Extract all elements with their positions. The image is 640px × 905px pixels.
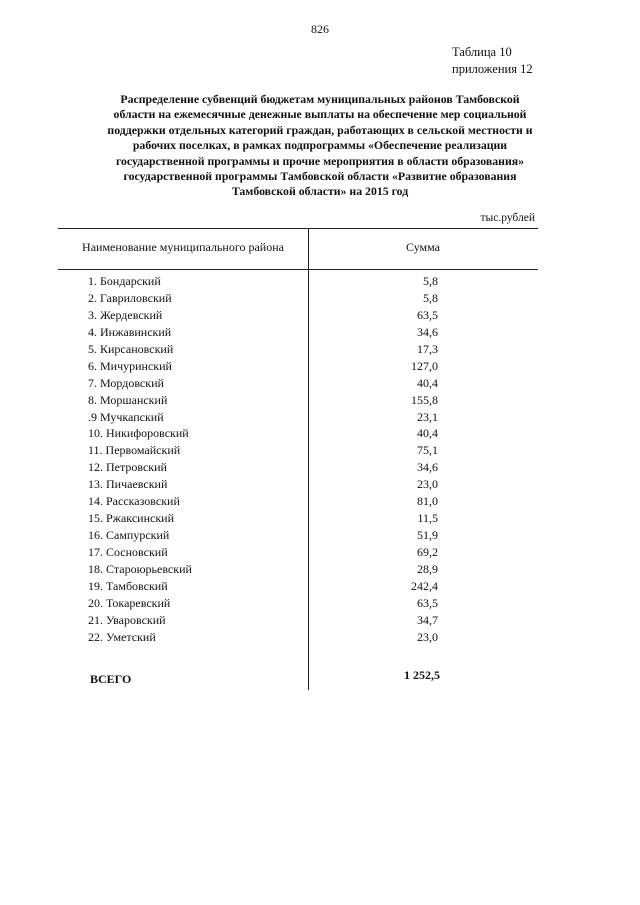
- table-row: [0, 545, 640, 562]
- table-header-rule: [58, 269, 538, 270]
- title-line: государственной программы Тамбовской области «Развитие образования: [123, 169, 517, 184]
- column-header-sum: Сумма: [406, 240, 440, 254]
- district-sum: 11,5: [417, 511, 438, 526]
- table-row: [0, 325, 640, 342]
- units-label: тыс.рублей: [480, 212, 535, 224]
- table-row: [0, 477, 640, 494]
- district-sum: 23,1: [417, 409, 438, 424]
- district-name: 7. Мордовский: [88, 375, 164, 390]
- table-row: [0, 359, 640, 376]
- title-line: области на ежемесячные денежные выплаты на обеспечение мер социальной: [113, 107, 527, 122]
- district-name: 19. Тамбовский: [88, 578, 168, 593]
- table-row: [0, 443, 640, 460]
- district-name: 20. Токаревский: [88, 595, 171, 610]
- document-title: [60, 92, 580, 200]
- district-sum: 155,8: [411, 392, 438, 407]
- district-sum: 51,9: [417, 528, 438, 543]
- district-name: 8. Моршанский: [88, 392, 168, 407]
- district-sum: 127,0: [411, 358, 438, 373]
- table-row: [0, 291, 640, 308]
- table-body: [0, 274, 640, 647]
- table-row: [0, 613, 640, 630]
- district-sum: 23,0: [417, 477, 438, 492]
- table-row: [0, 393, 640, 410]
- total-value: 1 252,5: [404, 668, 440, 682]
- title-line: рабочих поселках, в рамках подпрограммы «Обеспечение реализации: [132, 138, 508, 153]
- district-sum: 40,4: [417, 375, 438, 390]
- district-sum: 34,6: [417, 460, 438, 475]
- district-sum: 63,5: [417, 307, 438, 322]
- table-row: [0, 376, 640, 393]
- table-reference: [452, 44, 562, 78]
- district-name: 4. Инжавинский: [88, 324, 172, 339]
- district-sum: 5,8: [423, 274, 438, 288]
- district-name: 10. Никифоровский: [88, 426, 189, 441]
- total-label: ВСЕГО: [90, 672, 132, 686]
- title-line: поддержки отдельных категорий граждан, работающих в сельской местности и: [107, 122, 533, 137]
- district-sum: 75,1: [417, 443, 438, 458]
- title-line: Распределение субвенций бюджетам муниципальных районов Тамбовской: [120, 92, 520, 106]
- district-name: 21. Уваровский: [88, 612, 166, 627]
- district-sum: 34,6: [417, 324, 438, 339]
- district-sum: 63,5: [417, 595, 438, 610]
- table-ref-line2: приложения 12: [452, 62, 533, 76]
- table-ref-line1: Таблица 10: [452, 45, 512, 59]
- column-header-name: Наименование муниципального района: [82, 240, 284, 254]
- district-sum: 34,7: [417, 612, 438, 627]
- page-number: 826: [311, 22, 329, 36]
- district-name: 5. Кирсановский: [88, 341, 174, 356]
- district-name: 3. Жердевский: [88, 307, 163, 322]
- table-row: [0, 511, 640, 528]
- table-row: [0, 596, 640, 613]
- district-name: 12. Петровский: [88, 460, 167, 475]
- table-row: [0, 630, 640, 647]
- district-sum: 40,4: [417, 426, 438, 441]
- title-line: государственной программы и прочие мероприятия в области образования»: [115, 153, 525, 168]
- district-name: 15. Ржаксинский: [88, 511, 174, 526]
- table-row: [0, 410, 640, 427]
- district-sum: 5,8: [423, 290, 438, 305]
- table-row: [0, 528, 640, 545]
- district-sum: 28,9: [417, 561, 438, 576]
- district-name: 22. Уметский: [88, 629, 156, 644]
- district-name: 11. Первомайский: [88, 443, 181, 458]
- district-sum: 69,2: [417, 545, 438, 559]
- table-row: [0, 274, 640, 291]
- table-row: [0, 342, 640, 359]
- district-name: 13. Пичаевский: [88, 477, 168, 492]
- table-row: [0, 426, 640, 443]
- district-sum: 242,4: [411, 578, 438, 593]
- district-sum: 23,0: [417, 629, 438, 644]
- district-name: 2. Гавриловский: [88, 290, 172, 305]
- district-name: 6. Мичуринский: [88, 358, 172, 373]
- district-name: 14. Рассказовский: [88, 494, 180, 509]
- district-name: .9 Мучкапский: [88, 409, 164, 424]
- district-name: 16. Сампурский: [88, 528, 170, 543]
- table-row: [0, 308, 640, 325]
- table-row: [0, 562, 640, 579]
- district-name: 1. Бондарский: [88, 274, 161, 288]
- table-top-rule: [58, 228, 538, 229]
- district-name: 18. Староюрьевский: [88, 561, 192, 576]
- district-sum: 81,0: [417, 494, 438, 509]
- table-row: [0, 494, 640, 511]
- district-name: 17. Сосновский: [88, 545, 168, 559]
- table-row: [0, 460, 640, 477]
- table-row: [0, 579, 640, 596]
- title-line: Тамбовской области» на 2015 год: [231, 184, 409, 199]
- district-sum: 17,3: [417, 341, 438, 356]
